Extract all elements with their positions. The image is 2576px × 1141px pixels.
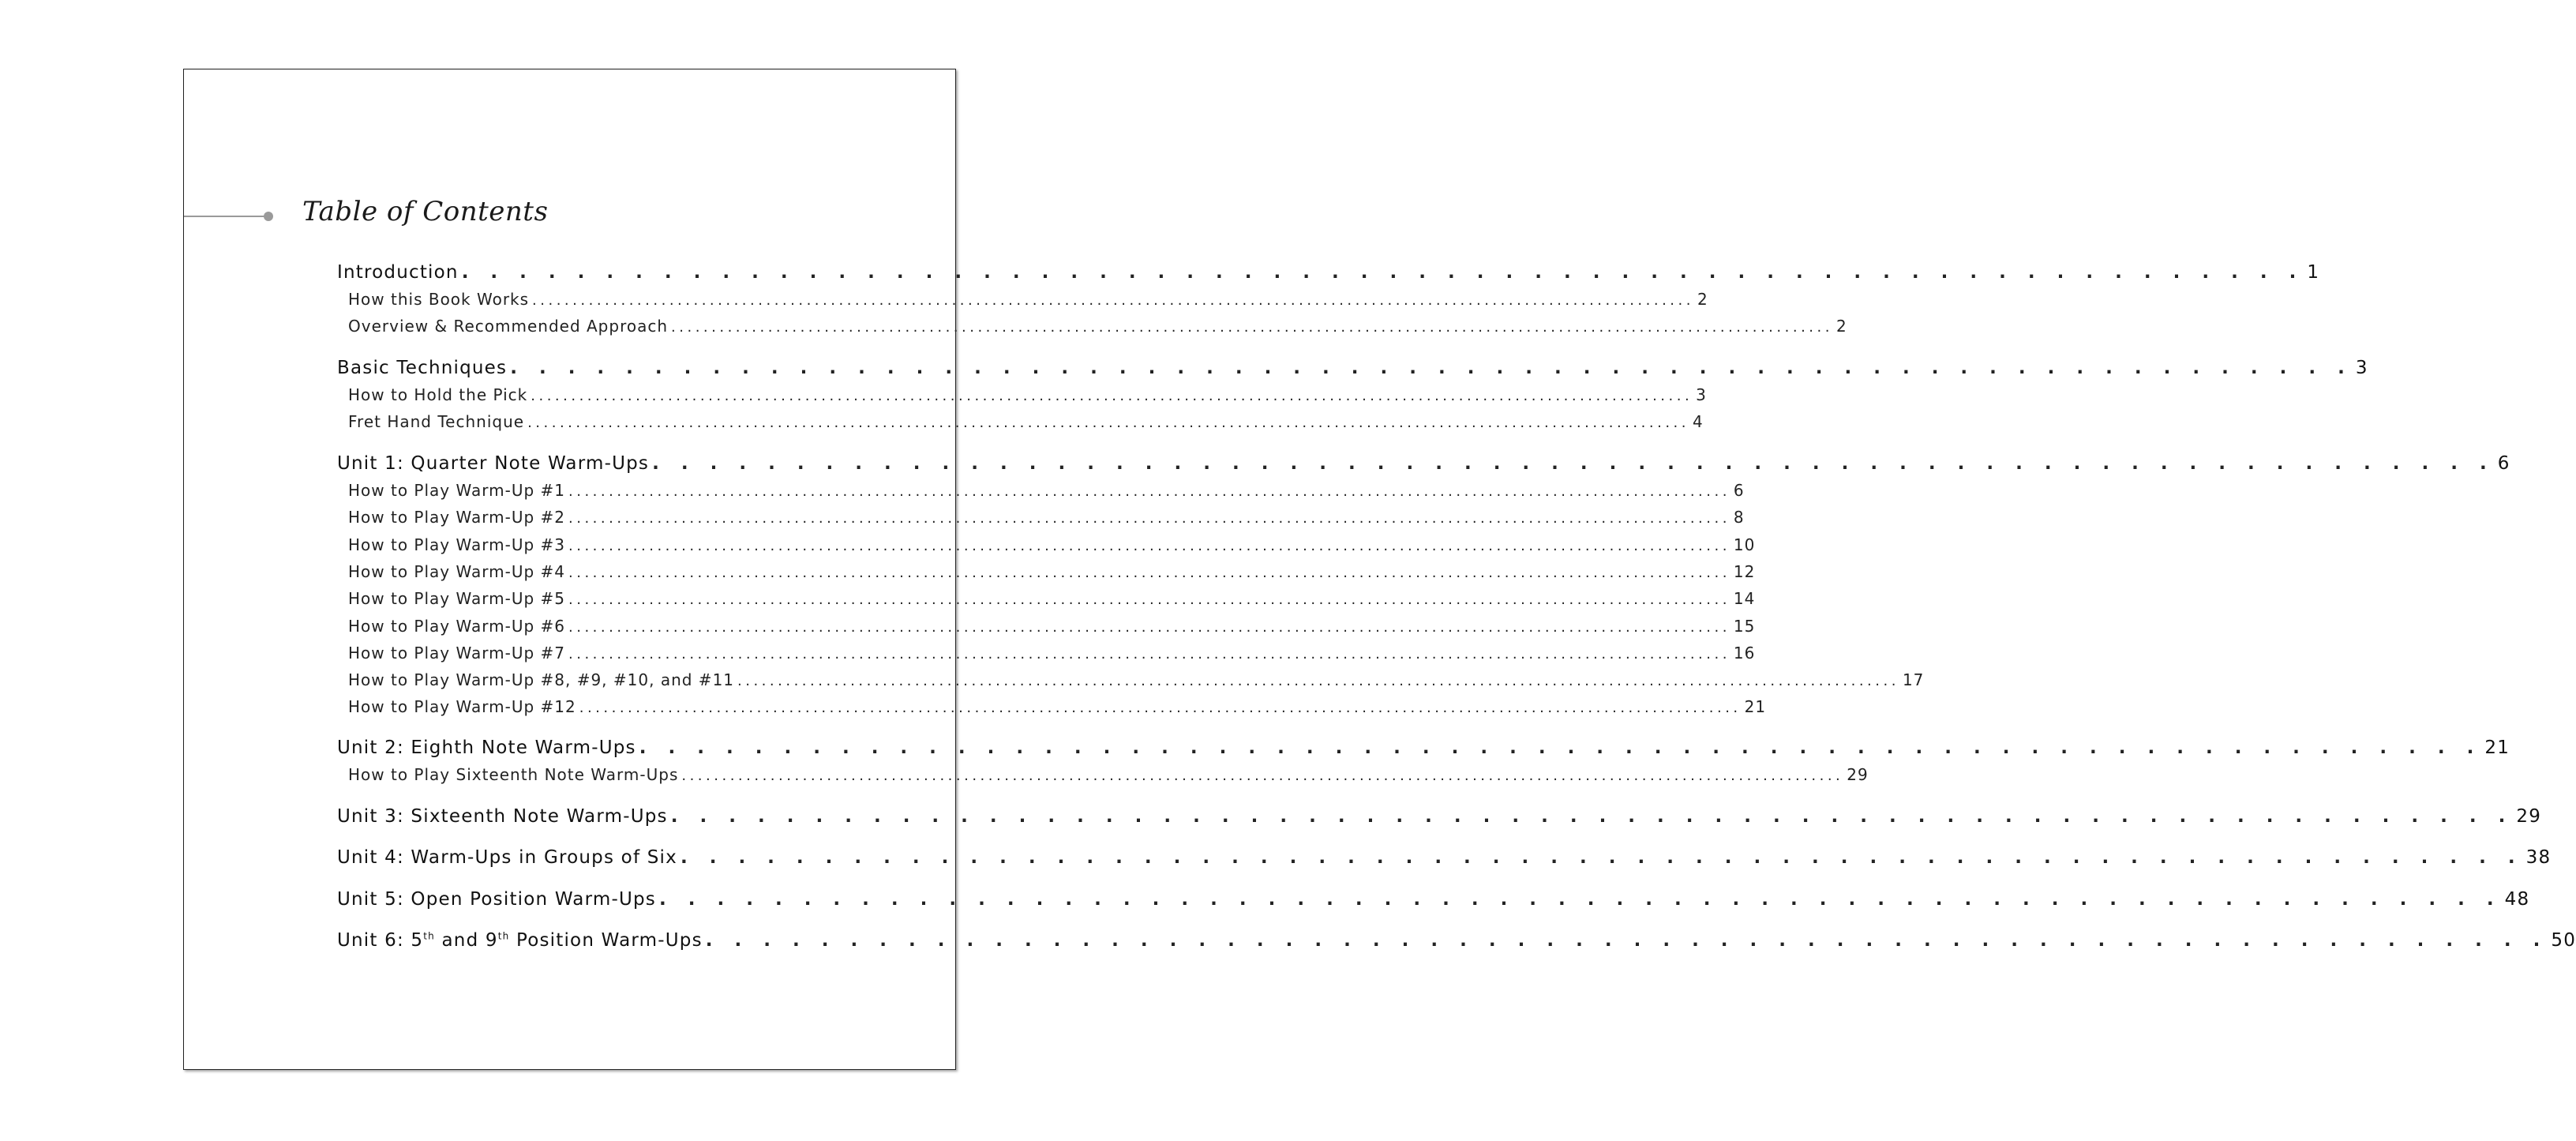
subsection-title: Fret Hand Technique [348,412,525,431]
toc-subentry [348,385,1707,404]
dot-leader: . . . . . . . . . . . . . . . . . . . . . . . . . . . . . . . . . . . . . . . . . . . . . . . . . . . . . . . . . . . . . . . . [652,453,2495,474]
subsection-title: How to Play Warm-Up #4 [348,562,565,581]
dot-leader: ................................................................................................................................................ [568,483,1730,500]
page-number: 17 [1902,670,1925,689]
toc-section-entry [337,262,2320,283]
section-title [337,930,703,951]
page-number: 15 [1733,617,1756,636]
toc-subentry [348,589,1756,608]
subsection-title: How to Play Warm-Up #6 [348,617,565,636]
page-number: 48 [2504,889,2530,910]
toc-subentry [348,644,1756,662]
subsection-title: Overview & Recommended Approach [348,317,669,336]
toc-section-entry [337,930,2576,951]
toc-section-entry [337,806,2542,827]
toc-subentry [348,617,1756,636]
page-number: 2 [1835,317,1847,336]
dot-leader: ................................................................................................................................................ [568,619,1730,636]
subsection-title: How to Play Warm-Up #1 [348,481,565,500]
ordinal-superscript: th [423,930,435,942]
dot-leader: . . . . . . . . . . . . . . . . . . . . . . . . . . . . . . . . . . . . . . . . . . . . . . . . . . . . . . . . . . . . . . . . [510,358,2353,378]
section-title: Unit 3: Sixteenth Note Warm-Ups [337,806,668,827]
subsection-title: How to Play Warm-Up #12 [348,697,576,716]
dot-leader: . . . . . . . . . . . . . . . . . . . . . . . . . . . . . . . . . . . . . . . . . . . . . . . . . . . . . . . . . . . . . . . . [680,847,2523,868]
document-page [183,69,2576,1070]
section-title: Unit 1: Quarter Note Warm-Ups [337,453,650,474]
dot-leader: ................................................................................................................................................ [532,292,1694,309]
section-title: Introduction [337,262,459,283]
ordinal-superscript: th [497,930,510,942]
page-number: 2 [1697,290,1708,309]
dot-leader: ................................................................................................................................................ [579,700,1742,716]
label-text: Unit 6: 5 [337,930,424,951]
dot-leader: ................................................................................................................................................ [671,319,1833,336]
subsection-title: How to Hold the Pick [348,385,528,404]
toc-subentry [348,697,1767,716]
dot-leader: ................................................................................................................................................ [568,510,1730,527]
label-text: and 9 [434,930,498,951]
page-number: 29 [2516,806,2542,827]
section-title: Basic Techniques [337,358,508,378]
dot-leader: . . . . . . . . . . . . . . . . . . . . . . . . . . . . . . . . . . . . . . . . . . . . . . . . . . . . . . . . . . . . . . . . [670,806,2514,827]
toc-subentry [348,290,1708,309]
page-title: Table of Contents [302,196,549,227]
dot-leader: ................................................................................................................................................ [531,388,1693,404]
subsection-title: How to Play Warm-Up #3 [348,535,565,554]
toc-subentry [348,670,1925,689]
dot-leader: . . . . . . . . . . . . . . . . . . . . . . . . . . . . . . . . . . . . . . . . . . . . . . . . . . . . . . . . . . . . . . . . [658,889,2502,910]
page-number: 1 [2307,262,2320,283]
page-number: 50 [2551,930,2576,951]
dot-leader: ................................................................................................................................................ [681,768,1844,784]
toc-subentry [348,765,1869,784]
dot-leader: . . . . . . . . . . . . . . . . . . . . . . . . . . . . . . . . . . . . . . . . . . . . . . . . . . . . . . . . . . . . . . . . [461,262,2304,283]
page-number: 10 [1733,535,1756,554]
dot-leader: . . . . . . . . . . . . . . . . . . . . . . . . . . . . . . . . . . . . . . . . . . . . . . . . . . . . . . . . . . . . . . . . [705,930,2548,951]
page-number: 6 [1733,481,1745,500]
toc-section-entry [337,358,2368,378]
subsection-title: How to Play Sixteenth Note Warm-Ups [348,765,679,784]
toc-subentry [348,317,1847,336]
dot-leader: ................................................................................................................................................ [568,565,1730,581]
dot-leader: ................................................................................................................................................ [737,673,1899,689]
page-number: 3 [2355,358,2368,378]
subsection-title: How to Play Warm-Up #5 [348,589,565,608]
subsection-title: How this Book Works [348,290,530,309]
subsection-title: How to Play Warm-Up #2 [348,508,565,527]
page-number: 14 [1733,589,1756,608]
toc-subentry [348,535,1756,554]
page-number: 21 [2484,738,2510,758]
page-number: 12 [1733,562,1756,581]
toc-subentry [348,562,1756,581]
dot-leader: ................................................................................................................................................ [568,538,1730,554]
subsection-title: How to Play Warm-Up #7 [348,644,565,662]
page-number: 3 [1696,385,1707,404]
label-text: Position Warm-Ups [509,930,703,951]
dot-leader: . . . . . . . . . . . . . . . . . . . . . . . . . . . . . . . . . . . . . . . . . . . . . . . . . . . . . . . . . . . . . . . . [639,738,2482,758]
page-number: 38 [2525,847,2552,868]
page-number: 6 [2497,453,2510,474]
page-number: 16 [1733,644,1756,662]
dot-leader: ................................................................................................................................................ [527,415,1689,431]
section-title: Unit 4: Warm-Ups in Groups of Six [337,847,677,868]
toc-section-entry [337,889,2530,910]
page-number: 4 [1692,412,1704,431]
toc-section-entry [337,738,2510,758]
table-of-contents [184,69,2576,1069]
page-number: 8 [1733,508,1745,527]
toc-section-entry [337,453,2510,474]
section-title: Unit 5: Open Position Warm-Ups [337,889,656,910]
dot-leader: ................................................................................................................................................ [568,591,1730,608]
subsection-title: How to Play Warm-Up #8, #9, #10, and #11 [348,670,735,689]
page-number: 29 [1847,765,1869,784]
dot-leader: ................................................................................................................................................ [568,646,1730,662]
toc-subentry [348,412,1704,431]
section-title: Unit 2: Eighth Note Warm-Ups [337,738,636,758]
toc-subentry [348,481,1745,500]
page-number: 21 [1744,697,1767,716]
toc-section-entry [337,847,2552,868]
toc-subentry [348,508,1745,527]
